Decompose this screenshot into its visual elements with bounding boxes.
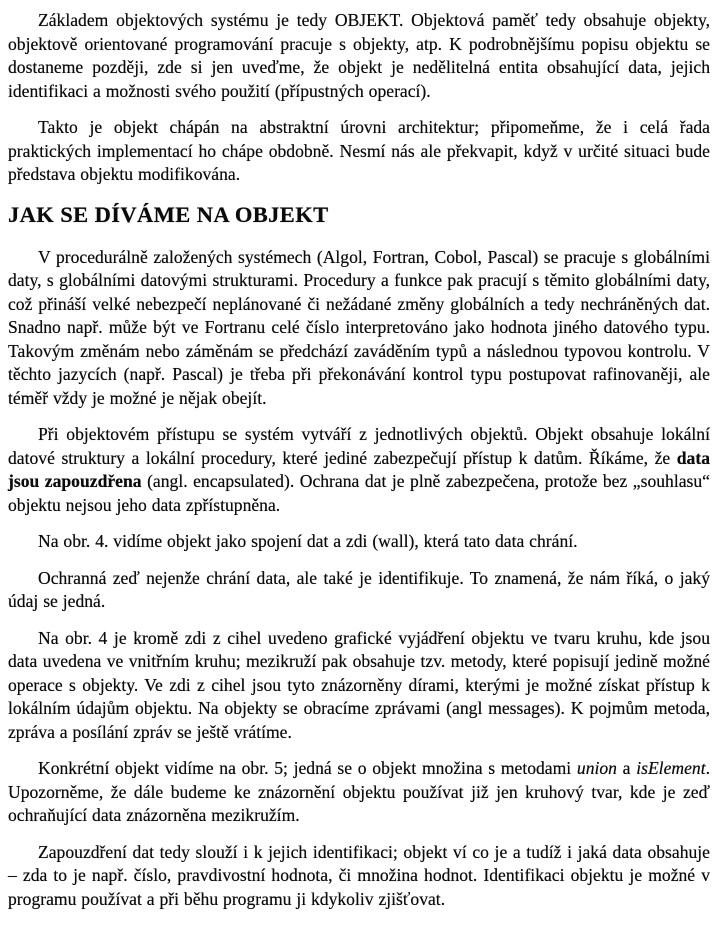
text-run: Na obr. 4. vidíme objekt jako spojení dat a zdi (wall), která tato data chrání. [38,531,578,551]
text-run: V procedurálně založených systémech (Algol, Fortran, Cobol, Pascal) se pracuje s globálními daty, s globálními datovými strukturami. Procedury a funkce pak pracují s těmito globálními daty, což přináší velké nebezpečí neplánované či nežádané změny globálních a tedy nechráněných dat. Snadno např. může být ve Fortranu celé číslo interpretováno jako hodnota jiného datového typu. Takovým změnám nebo záměnám se předchází zaváděním typů a následnou typovou kontrolu. V těchto jazycích (např. Pascal) je třeba při překonávání kontrol typu postupovat rafinovaněji, ale téměř vždy je možné je nějak obejít. [8,246,710,408]
text-run: union [576,758,617,778]
paragraph-1 [8,9,710,103]
paragraph-9 [8,757,710,828]
text-run: Při objektovém přístupu se systém vytváří z jednotlivých objektů. Objekt obsahuje lokální datové struktury a lokální procedury, které jediné zabezpečují přístup k datům. Říkáme, že [8,424,710,468]
text-run: Konkrétní objekt vidíme na obr. 5; jedná se o objekt množina s metodami [38,758,577,778]
text-run: . Upozorněme, že dále budeme ke znázornění objektu používat již jen kruhový tvar, kde je zeď ochraňující data znázorněna mezikružím. [8,758,710,825]
text-run: Na obr. 4 je kromě zdi z cihel uvedeno grafické vyjádření objektu ve tvaru kruhu, kde jsou data uvedena ve vnitřním kruhu; mezikruží pak obsahuje tzv. metody, které popisují jedině možné operace s objekty. Ve zdi z cihel jsou tyto znázorněny dírami, kterými je možné získat přístup k lokálním údajům objektu. Na objekty se obracíme zprávami (angl messages). K pojmům metoda, zpráva a posílání zpráv se ještě vrátíme. [8,627,710,742]
paragraph-4 [8,246,710,411]
paragraph-2 [8,116,710,187]
text-run: data jsou zapouzdřena [8,447,710,491]
text-run: (angl. encapsulated). Ochrana dat je plně zabezpečena, protože bez „souhlasu“ objektu nejsou jeho data zpřístupněna. [8,471,710,515]
text-run: JAK SE DÍVÁME NA OBJEKT [8,201,329,227]
text-run: Ochranná zeď nejenže chrání data, ale také je identifikuje. To znamená, že nám říká, o jaký údaj se jedná. [8,567,710,611]
text-column [8,9,710,911]
paragraph-10 [8,841,710,912]
paragraph-7 [8,567,710,614]
paragraph-6 [8,530,710,554]
text-run: a [616,758,637,778]
text-run: Základem objektových systému je tedy OBJEKT. Objektová paměť tedy obsahuje objekty, objektově orientované programování pracuje s objekty, atp. K podrobnějšímu popisu objektu se dostaneme později, zde si jen uveďme, že objekt je nedělitelná entita obsahující data, jejich identifikaci a možnosti svého použití (přípustných operací). [8,10,710,101]
text-run: Zapouzdření dat tedy slouží i k jejich identifikaci; objekt ví co je a tudíž i jaká data obsahuje – zda to je např. číslo, pravdivostní hodnota, či množina hodnot. Identifikaci objektu je možné v programu používat a při běhu programu ji kdykoliv zjišťovat. [8,841,710,909]
text-run: isElement [636,758,706,778]
section-heading [8,201,710,229]
paragraph-8 [8,627,710,745]
paragraph-5 [8,423,710,517]
text-run: Takto je objekt chápán na abstraktní úrovni architektur; připomeňme, že i celá řada praktických implementací ho chápe obdobně. Nesmí nás ale překvapit, když v určité situaci bude představa objektu modifikována. [8,117,710,184]
